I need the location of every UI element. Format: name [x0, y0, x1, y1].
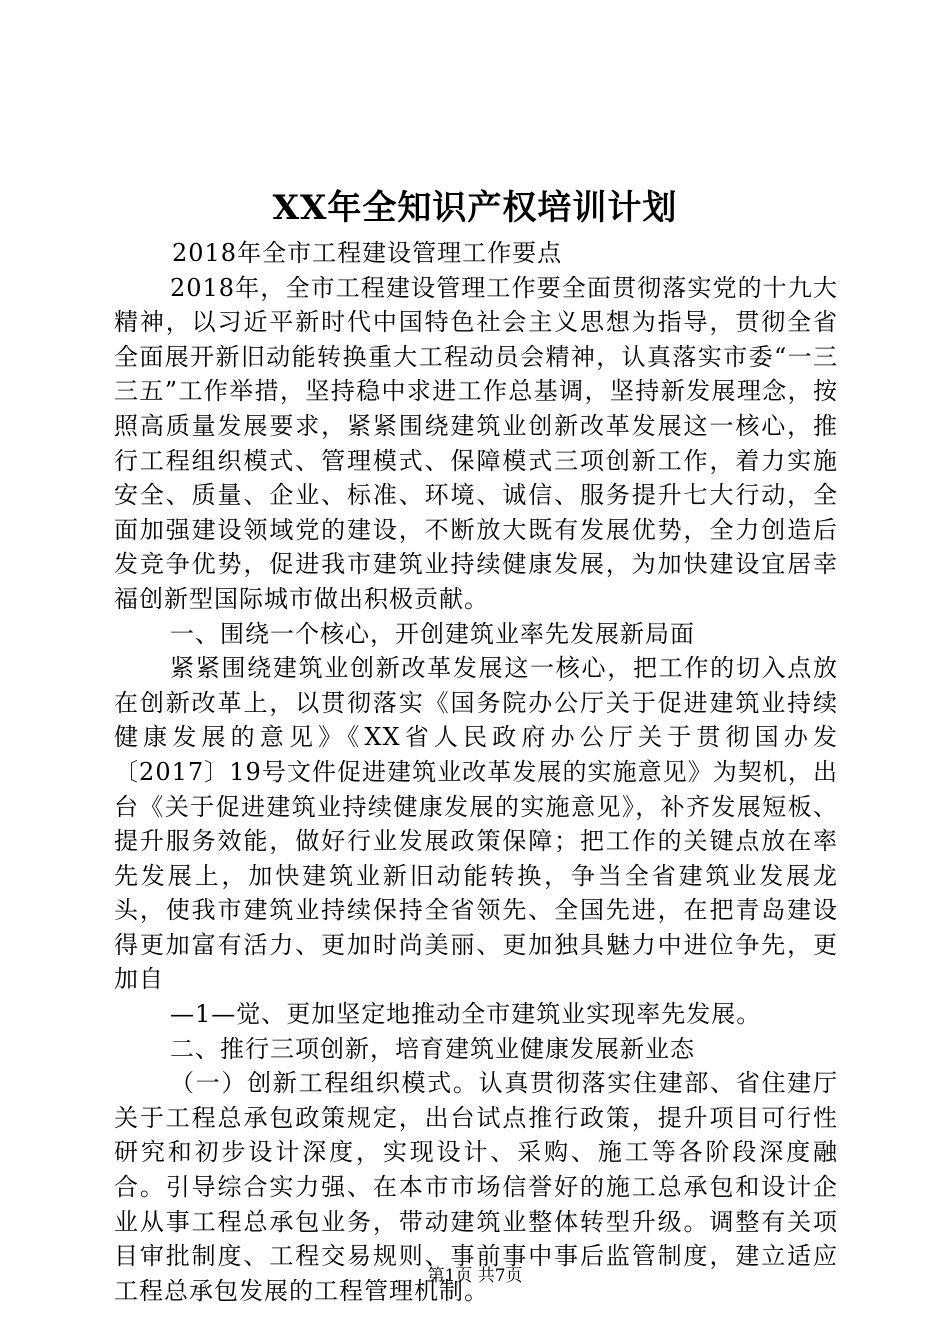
document-body	[114, 236, 838, 1308]
intro-paragraph: 2018年，全市工程建设管理工作要全面贯彻落实党的十九大精神，以习近平新时代中国特色社会主义思想为指导，贯彻全省全面展开新旧动能转换重大工程动员会精神，认真落实市委“一三三五”工作举措，坚持稳中求进工作总基调，坚持新发展理念，按照高质量发展要求，紧紧围绕建筑业创新改革发展这一核心，推行工程组织模式、管理模式、保障模式三项创新工作，着力实施安全、质量、企业、标准、环境、诚信、服务提升七大行动，全面加强建设领域党的建设，不断放大既有发展优势，全力创造后发竞争优势，促进我市建筑业持续健康发展，为加快建设宜居幸福创新型国际城市做出积极贡献。	[114, 273, 838, 613]
document-title: XX年全知识产权培训计划	[272, 188, 678, 228]
section-heading-two: 二、推行三项创新，培育建筑业健康发展新业态	[170, 1034, 695, 1063]
section-two-item-one: （一）创新工程组织模式。认真贯彻落实住建部、省住建厅关于工程总承包政策规定，出台试点推行政策，提升项目可行性研究和初步设计深度，实现设计、采购、施工等各阶段深度融合。引导综合实力强、在本市市场信誉好的施工总承包和设计企业从事工程总承包业务，带动建筑业整体转型升级。调整有关项目审批制度、工程交易规则、事前事中事后监管制度，建立适应工程总承包发展的工程管理机制。	[114, 1069, 838, 1305]
section-one-paragraph: 紧紧围绕建筑业创新改革发展这一核心，把工作的切入点放在创新改革上，以贯彻落实《国务院办公厅关于促进建筑业持续健康发展的意见》《XX省人民政府办公厅关于贯彻国办发〔2017〕19号文件促进建筑业改革发展的实施意见》为契机，出台《关于促进建筑业持续健康发展的实施意见》，补齐发展短板、提升服务效能，做好行业发展政策保障；把工作的关键点放在率先发展上，加快建筑业新旧动能转换，争当全省建筑业发展龙头，使我市建筑业持续保持全省领先、全国先进，在把青岛建设得更加富有活力、更加时尚美丽、更加独具魅力中进位争先，更加自	[114, 654, 838, 994]
section-one-continuation: —1—觉、更加坚定地推动全市建筑业实现率先发展。	[170, 1000, 762, 1029]
section-subtitle: 2018年全市工程建设管理工作要点	[172, 239, 563, 267]
page-footer: 第1页 共7页	[427, 1266, 523, 1286]
section-heading-one: 一、围绕一个核心，开创建筑业率先发展新局面	[170, 619, 695, 648]
